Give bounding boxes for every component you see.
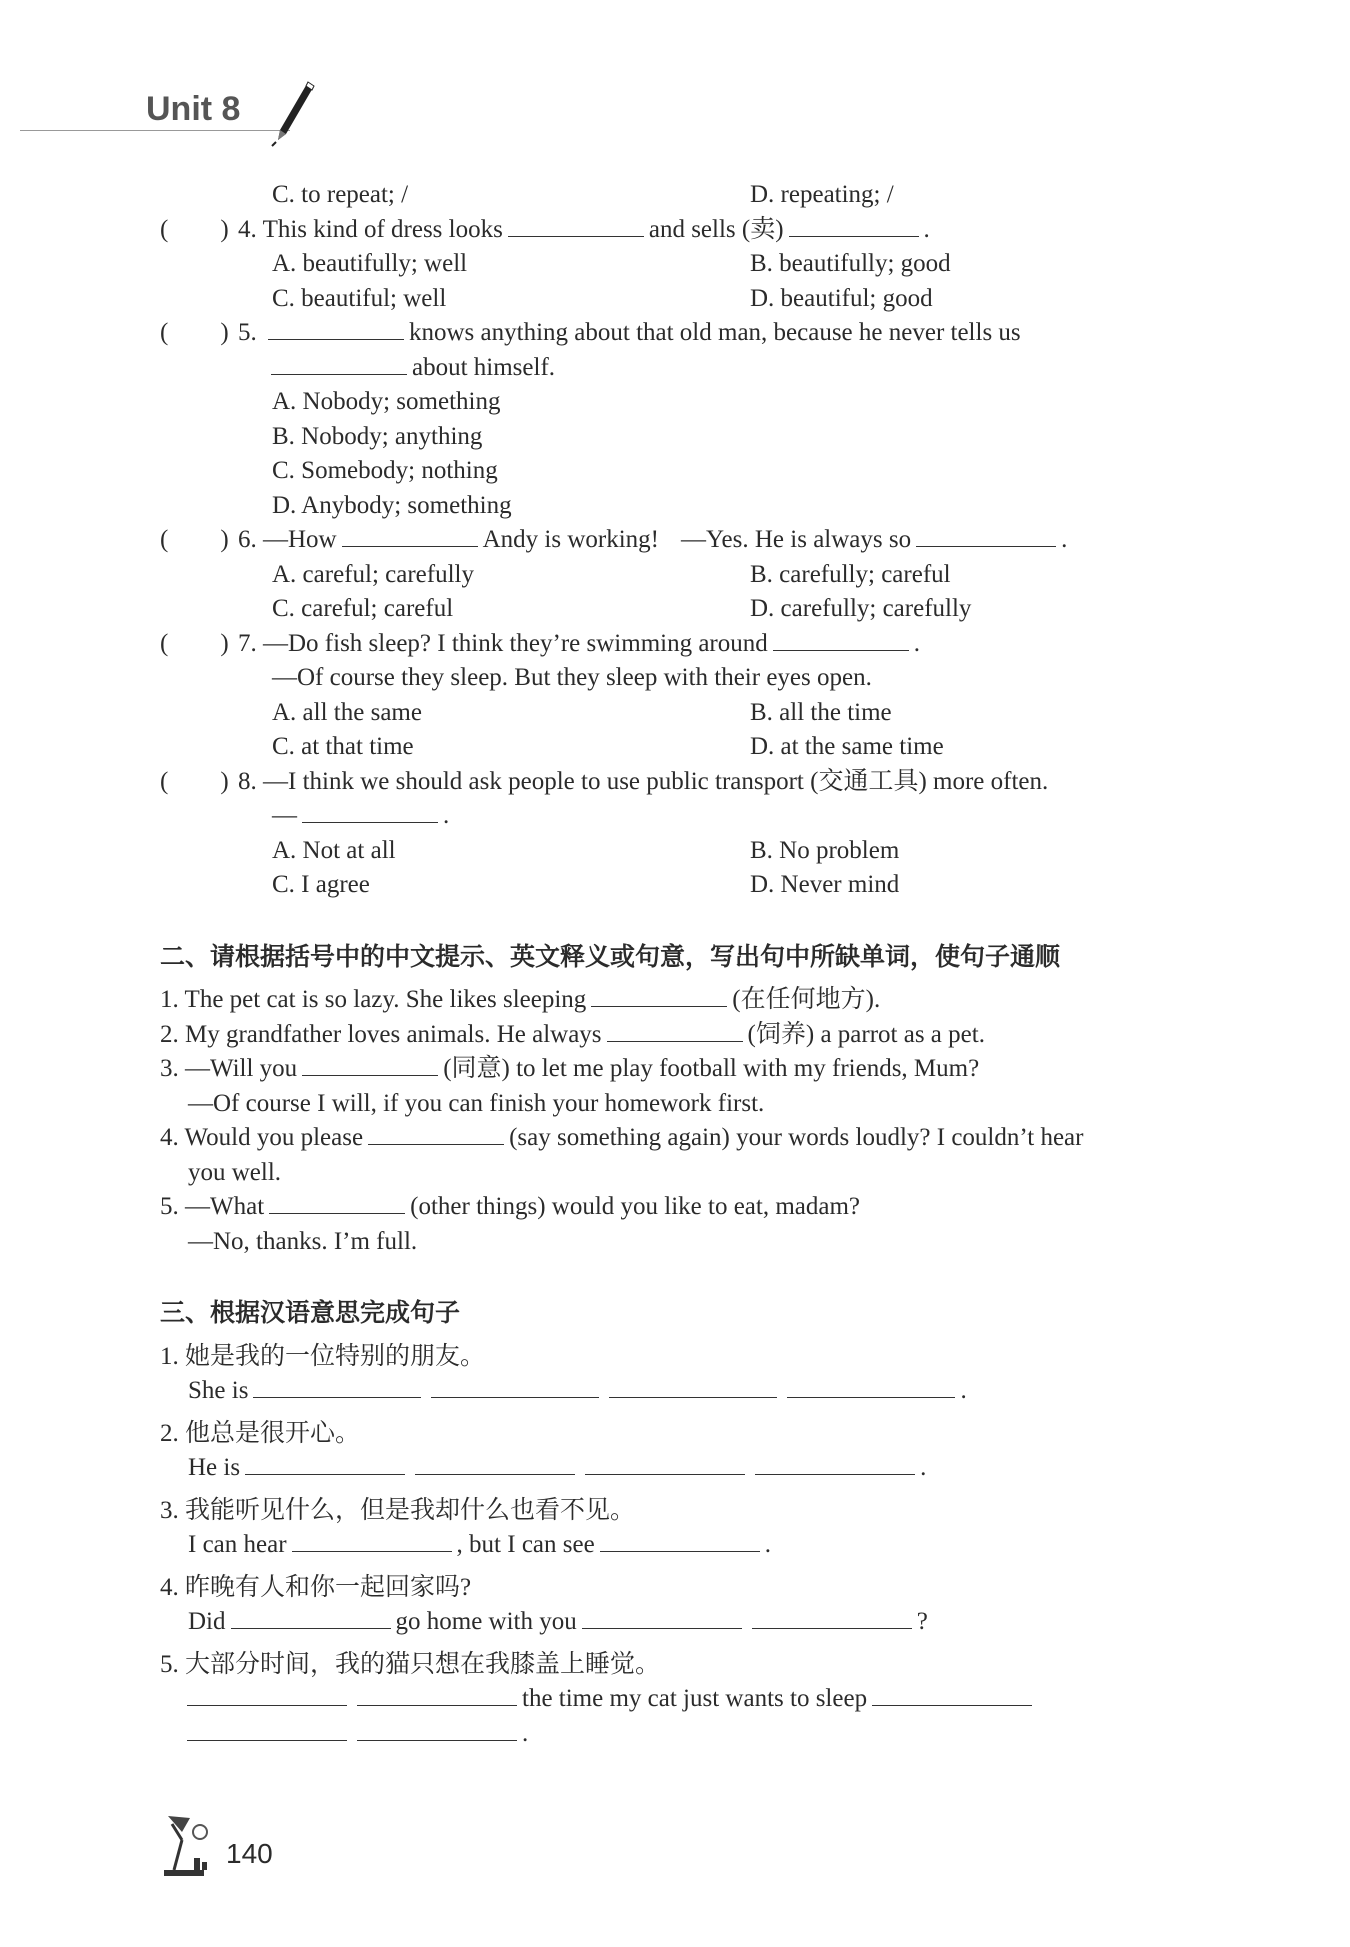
answer-bracket[interactable]: ( ) bbox=[160, 319, 229, 346]
answer-blank[interactable] bbox=[269, 1191, 405, 1214]
answer-blank[interactable] bbox=[591, 984, 727, 1007]
q4-options bbox=[160, 247, 1210, 282]
option: D. carefully; carefully bbox=[750, 595, 972, 622]
answer-bracket[interactable]: ( ) bbox=[160, 629, 229, 657]
answer-blank[interactable] bbox=[342, 524, 478, 547]
answer-blank[interactable] bbox=[415, 1452, 575, 1475]
translate-answer: He is . bbox=[188, 1454, 927, 1481]
question-text: Andy is working! bbox=[482, 526, 659, 553]
translate-answer-cont: . bbox=[160, 1717, 1210, 1752]
answer-blank[interactable] bbox=[245, 1452, 405, 1475]
option: A. careful; carefully bbox=[272, 560, 474, 588]
answer-blank[interactable] bbox=[271, 352, 407, 375]
question-text: —Yes. He is always so bbox=[681, 526, 912, 553]
worksheet-content bbox=[160, 178, 1210, 1751]
translate-prompt: 5. 大部分时间，我的猫只想在我膝盖上睡觉。 bbox=[160, 1650, 661, 1678]
question-number: 4. bbox=[238, 215, 257, 243]
question-text: —Do fish sleep? I think they’re swimming around bbox=[263, 629, 768, 657]
answer-bracket[interactable]: ( ) bbox=[160, 526, 229, 553]
header-rule bbox=[20, 130, 290, 131]
answer-blank[interactable] bbox=[585, 1452, 745, 1475]
question-text: This kind of dress looks bbox=[262, 215, 503, 243]
translate-prompt: 4. 昨晚有人和你一起回家吗? bbox=[160, 1573, 472, 1601]
question-text: about himself. bbox=[412, 353, 556, 381]
option: C. Somebody; nothing bbox=[272, 457, 498, 484]
answer-blank[interactable] bbox=[357, 1683, 517, 1706]
translate-answer: She is . bbox=[188, 1377, 967, 1404]
question-7-reply: —Of course they sleep. But they sleep with their eyes open. bbox=[272, 664, 872, 691]
fill-item-reply: —No, thanks. I’m full. bbox=[188, 1227, 418, 1255]
question-8 bbox=[160, 765, 1210, 800]
answer-blank[interactable] bbox=[582, 1606, 742, 1629]
answer-blank[interactable] bbox=[253, 1375, 421, 1398]
answer-blank[interactable] bbox=[916, 524, 1056, 547]
question-5-line2 bbox=[160, 351, 1210, 386]
answer-blank[interactable] bbox=[187, 1718, 347, 1741]
answer-bracket[interactable]: ( ) bbox=[160, 767, 229, 795]
section-title: 二、请根据括号中的中文提示、英文释义或句意，写出句中所缺单词，使句子通顺 bbox=[160, 943, 1061, 971]
option: C. beautiful; well bbox=[272, 284, 447, 312]
option: B. carefully; careful bbox=[750, 560, 951, 588]
unit-title: Unit 8 bbox=[146, 90, 241, 128]
answer-blank[interactable] bbox=[302, 800, 438, 823]
question-number: 7. bbox=[238, 629, 257, 657]
answer-blank[interactable] bbox=[789, 214, 919, 237]
question-6: ( ) 6. —How Andy is working! —Yes. He is always so . bbox=[160, 523, 1210, 558]
question-8-reply: — . bbox=[272, 802, 450, 829]
fill-item: 2. My grandfather loves animals. He always (饲养) a parrot as a pet. bbox=[160, 1020, 985, 1048]
translate-prompt: 1. 她是我的一位特别的朋友。 bbox=[160, 1342, 486, 1370]
q8-options bbox=[160, 868, 1210, 903]
option: A. all the same bbox=[272, 698, 422, 726]
answer-blank[interactable] bbox=[268, 317, 404, 340]
answer-blank[interactable] bbox=[292, 1529, 452, 1552]
q8-options bbox=[160, 834, 1210, 869]
answer-blank[interactable] bbox=[607, 1019, 743, 1042]
translate-answer: the time my cat just wants to sleep bbox=[160, 1682, 1210, 1717]
answer-blank[interactable] bbox=[600, 1529, 760, 1552]
q7-options bbox=[160, 696, 1210, 731]
option: C. I agree bbox=[272, 871, 370, 898]
translate-prompt: 2. 他总是很开心。 bbox=[160, 1419, 361, 1447]
question-text: —I think we should ask people to use public transport (交通工具) more often. bbox=[263, 767, 1049, 795]
answer-blank[interactable] bbox=[302, 1053, 438, 1076]
option: A. Not at all bbox=[272, 836, 396, 864]
question-number: 6. bbox=[238, 526, 257, 553]
option: B. No problem bbox=[750, 836, 900, 864]
answer-blank[interactable] bbox=[872, 1683, 1032, 1706]
answer-bracket[interactable]: ( ) bbox=[160, 215, 229, 243]
q7-options bbox=[160, 730, 1210, 765]
question-7: ( ) 7. —Do fish sleep? I think they’re swimming around . bbox=[160, 627, 1210, 662]
question-text: knows anything about that old man, because he never tells us bbox=[409, 319, 1021, 346]
answer-blank[interactable] bbox=[187, 1683, 347, 1706]
option: D. Never mind bbox=[750, 871, 900, 898]
question-text: and sells (卖) bbox=[648, 215, 784, 243]
answer-blank[interactable] bbox=[787, 1375, 955, 1398]
answer-blank[interactable] bbox=[508, 214, 644, 237]
translate-answer: Did go home with you ? bbox=[188, 1608, 928, 1635]
section-title: 三、根据汉语意思完成句子 bbox=[160, 1300, 461, 1327]
page-number: 140 bbox=[226, 1838, 273, 1869]
pen-icon bbox=[268, 78, 318, 148]
option: C. at that time bbox=[272, 733, 414, 760]
answer-blank[interactable] bbox=[368, 1122, 504, 1145]
question-5 bbox=[160, 316, 1210, 351]
q3-options bbox=[160, 178, 1210, 213]
answer-blank[interactable] bbox=[755, 1452, 915, 1475]
option: B. all the time bbox=[750, 698, 892, 726]
option: A. beautifully; well bbox=[272, 250, 468, 277]
option: D. at the same time bbox=[750, 733, 944, 760]
q6-options bbox=[160, 592, 1210, 627]
answer-blank[interactable] bbox=[609, 1375, 777, 1398]
q4-options bbox=[160, 282, 1210, 317]
answer-blank[interactable] bbox=[357, 1718, 517, 1741]
option: C. careful; careful bbox=[272, 595, 454, 622]
option: A. Nobody; something bbox=[272, 388, 501, 415]
question-number: 5. bbox=[238, 319, 257, 346]
option: D. beautiful; good bbox=[750, 284, 933, 312]
fill-item: 3. —Will you (同意) to let me play football with my friends, Mum? bbox=[160, 1055, 980, 1082]
answer-blank[interactable] bbox=[773, 628, 909, 651]
fill-item: 1. The pet cat is so lazy. She likes sleeping (在任何地方). bbox=[160, 986, 881, 1013]
fill-item-cont: you well. bbox=[188, 1158, 282, 1186]
option: D. repeating; / bbox=[750, 181, 894, 208]
answer-blank[interactable] bbox=[231, 1606, 391, 1629]
question-number: 8. bbox=[238, 767, 257, 795]
option: D. Anybody; something bbox=[272, 491, 512, 519]
question-4: ( ) 4. This kind of dress looks and sells (卖) . bbox=[160, 213, 1210, 248]
answer-blank[interactable] bbox=[431, 1375, 599, 1398]
question-text: —How bbox=[263, 526, 337, 553]
answer-blank[interactable] bbox=[752, 1606, 912, 1629]
fill-item: 5. —What (other things) would you like to eat, madam? bbox=[160, 1193, 861, 1220]
option: C. to repeat; / bbox=[272, 181, 409, 208]
q6-options bbox=[160, 558, 1210, 593]
translate-prompt: 3. 我能听见什么，但是我却什么也看不见。 bbox=[160, 1496, 636, 1524]
option: B. Nobody; anything bbox=[272, 422, 483, 450]
fill-item: 4. Would you please (say something again) your words loudly? I couldn’t hear bbox=[160, 1124, 1084, 1151]
desk-lamp-icon bbox=[160, 1810, 220, 1880]
option: B. beautifully; good bbox=[750, 250, 951, 277]
fill-item-reply: —Of course I will, if you can finish your homework first. bbox=[188, 1089, 765, 1117]
translate-answer: I can hear , but I can see . bbox=[188, 1531, 771, 1558]
